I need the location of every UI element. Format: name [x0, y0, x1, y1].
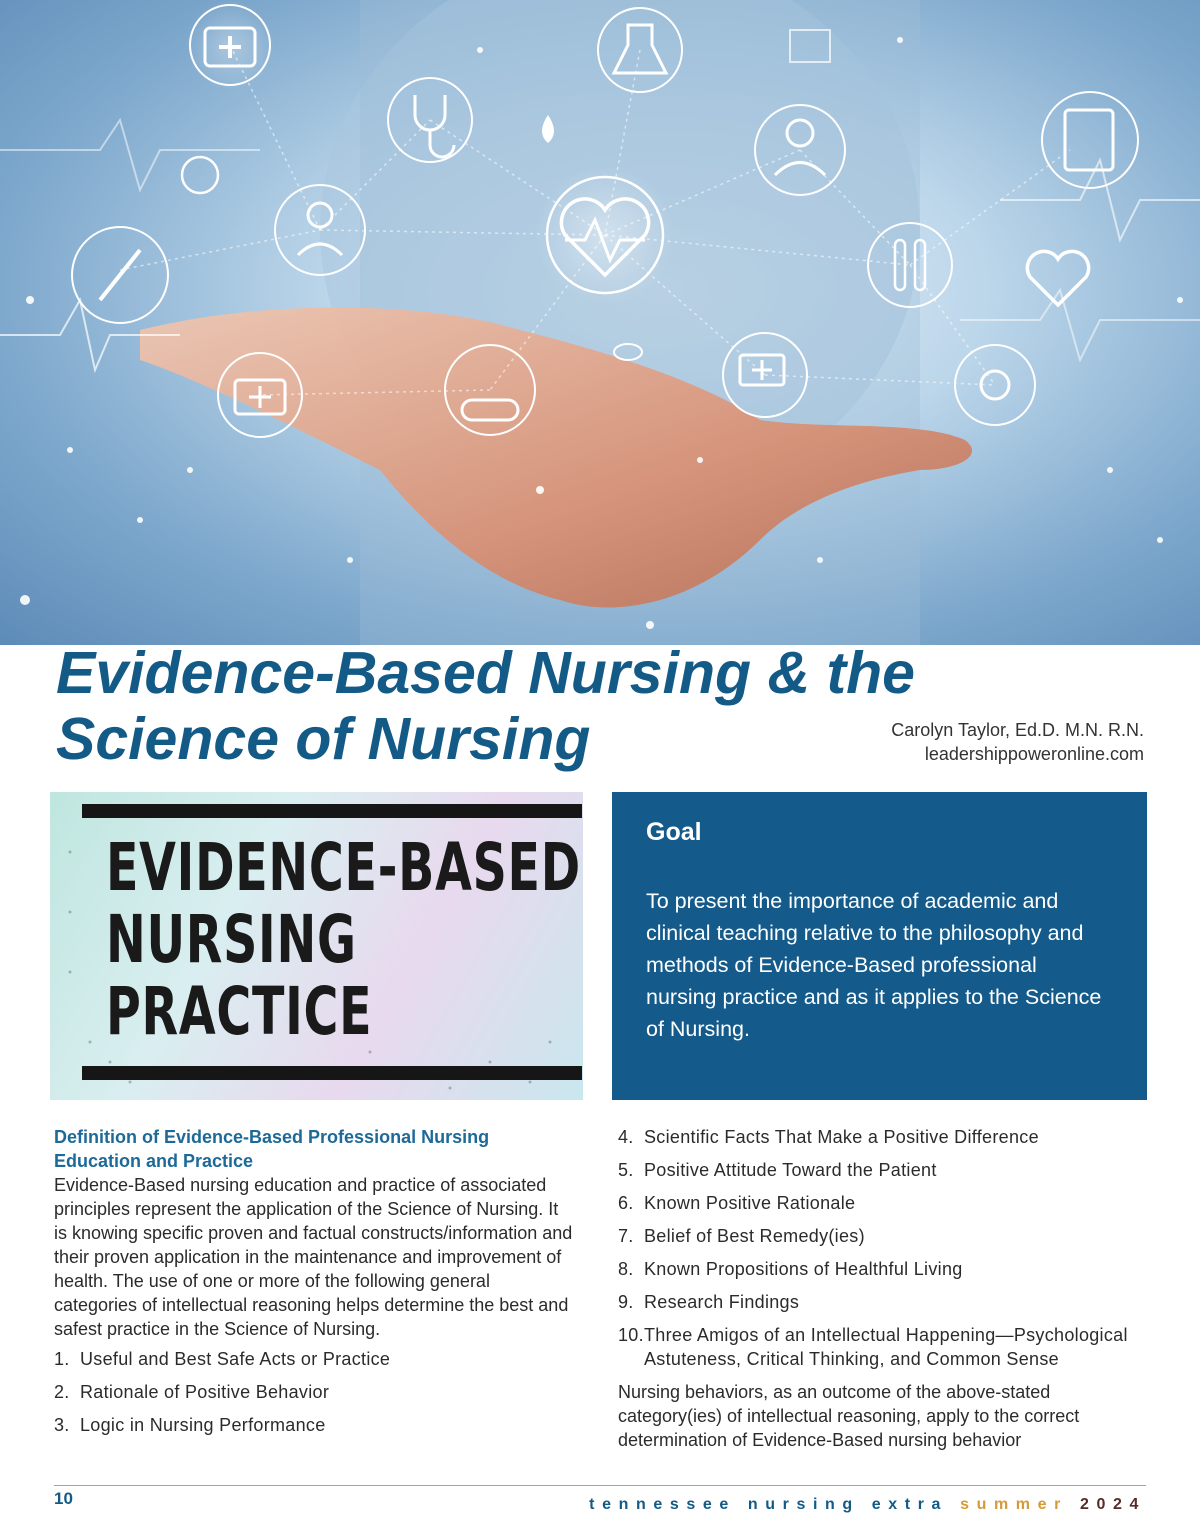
list-item: 9. Research Findings [618, 1292, 800, 1312]
goal-text: To present the importance of academic and clinical teaching relative to the philosophy and methods of Evidence-Based professional nursing practice and as it applies to the Science of Nursing. [646, 889, 1102, 1041]
author-website[interactable]: leadershippoweronline.com [924, 744, 1144, 764]
graphic-line-2: NURSING [106, 901, 357, 978]
evidence-based-practice-graphic [50, 792, 583, 1100]
definition-heading: Definition of Evidence-Based Professional Nursing Education and Practice [54, 1127, 490, 1171]
graphic-top-bar [82, 804, 582, 818]
goal-heading: Goal [646, 818, 702, 846]
list-item: 8. Known Propositions of Healthful Living [618, 1259, 963, 1279]
list-item: 7. Belief of Best Remedy(ies) [618, 1226, 865, 1246]
graphic-line-3: PRACTICE [106, 973, 373, 1050]
graphic-line-1: EVIDENCE-BASED [106, 829, 581, 906]
author-name: Carolyn Taylor, Ed.D. M.N. R.N. [891, 720, 1144, 740]
publication-year: 2024 [1080, 1496, 1146, 1513]
categories-list-part-1 [54, 1347, 574, 1437]
publication-season: summer [960, 1496, 1068, 1513]
list-item: 3. Logic in Nursing Performance [54, 1415, 326, 1435]
page-title: Evidence-Based Nursing & the Science of Nursing [56, 640, 915, 772]
categories-list-part-2 [618, 1125, 1158, 1371]
page-number: 10 [54, 1489, 73, 1508]
publication-footer [589, 1496, 1146, 1514]
list-item: 1. Useful and Best Safe Acts or Practice [54, 1349, 391, 1369]
closing-paragraph: Nursing behaviors, as an outcome of the above-stated category(ies) of intellectual reasoning, apply to the correct determination of Evidence-Based nursing behavior [618, 1382, 1080, 1450]
list-item: 4. Scientific Facts That Make a Positive Difference [618, 1127, 1039, 1147]
left-column [54, 1125, 574, 1446]
footer-divider [54, 1485, 1146, 1486]
graphic-bottom-bar [82, 1066, 582, 1080]
list-item: 6. Known Positive Rationale [618, 1193, 856, 1213]
list-item: 10. Three Amigos of an Intellectual Happening—Psychological Astuteness, Critical Thinking, and Common Sense [618, 1325, 1128, 1369]
definition-body: Evidence-Based nursing education and practice of associated principles represent the application of the Science of Nursing. It is knowing specific proven and factual constructs/information and their proven application in the maintenance and improvement of health. The use of one or more of the following general categories of intellectual reasoning helps determine the best and safest practice in the Science of Nursing. [54, 1175, 573, 1339]
goal-box [612, 792, 1147, 1100]
author-byline [891, 718, 1144, 766]
list-item: 2. Rationale of Positive Behavior [54, 1382, 330, 1402]
publication-name: tennessee nursing extra [589, 1496, 949, 1513]
list-item: 5. Positive Attitude Toward the Patient [618, 1160, 937, 1180]
hero-image [0, 0, 1200, 645]
right-column [618, 1125, 1158, 1452]
